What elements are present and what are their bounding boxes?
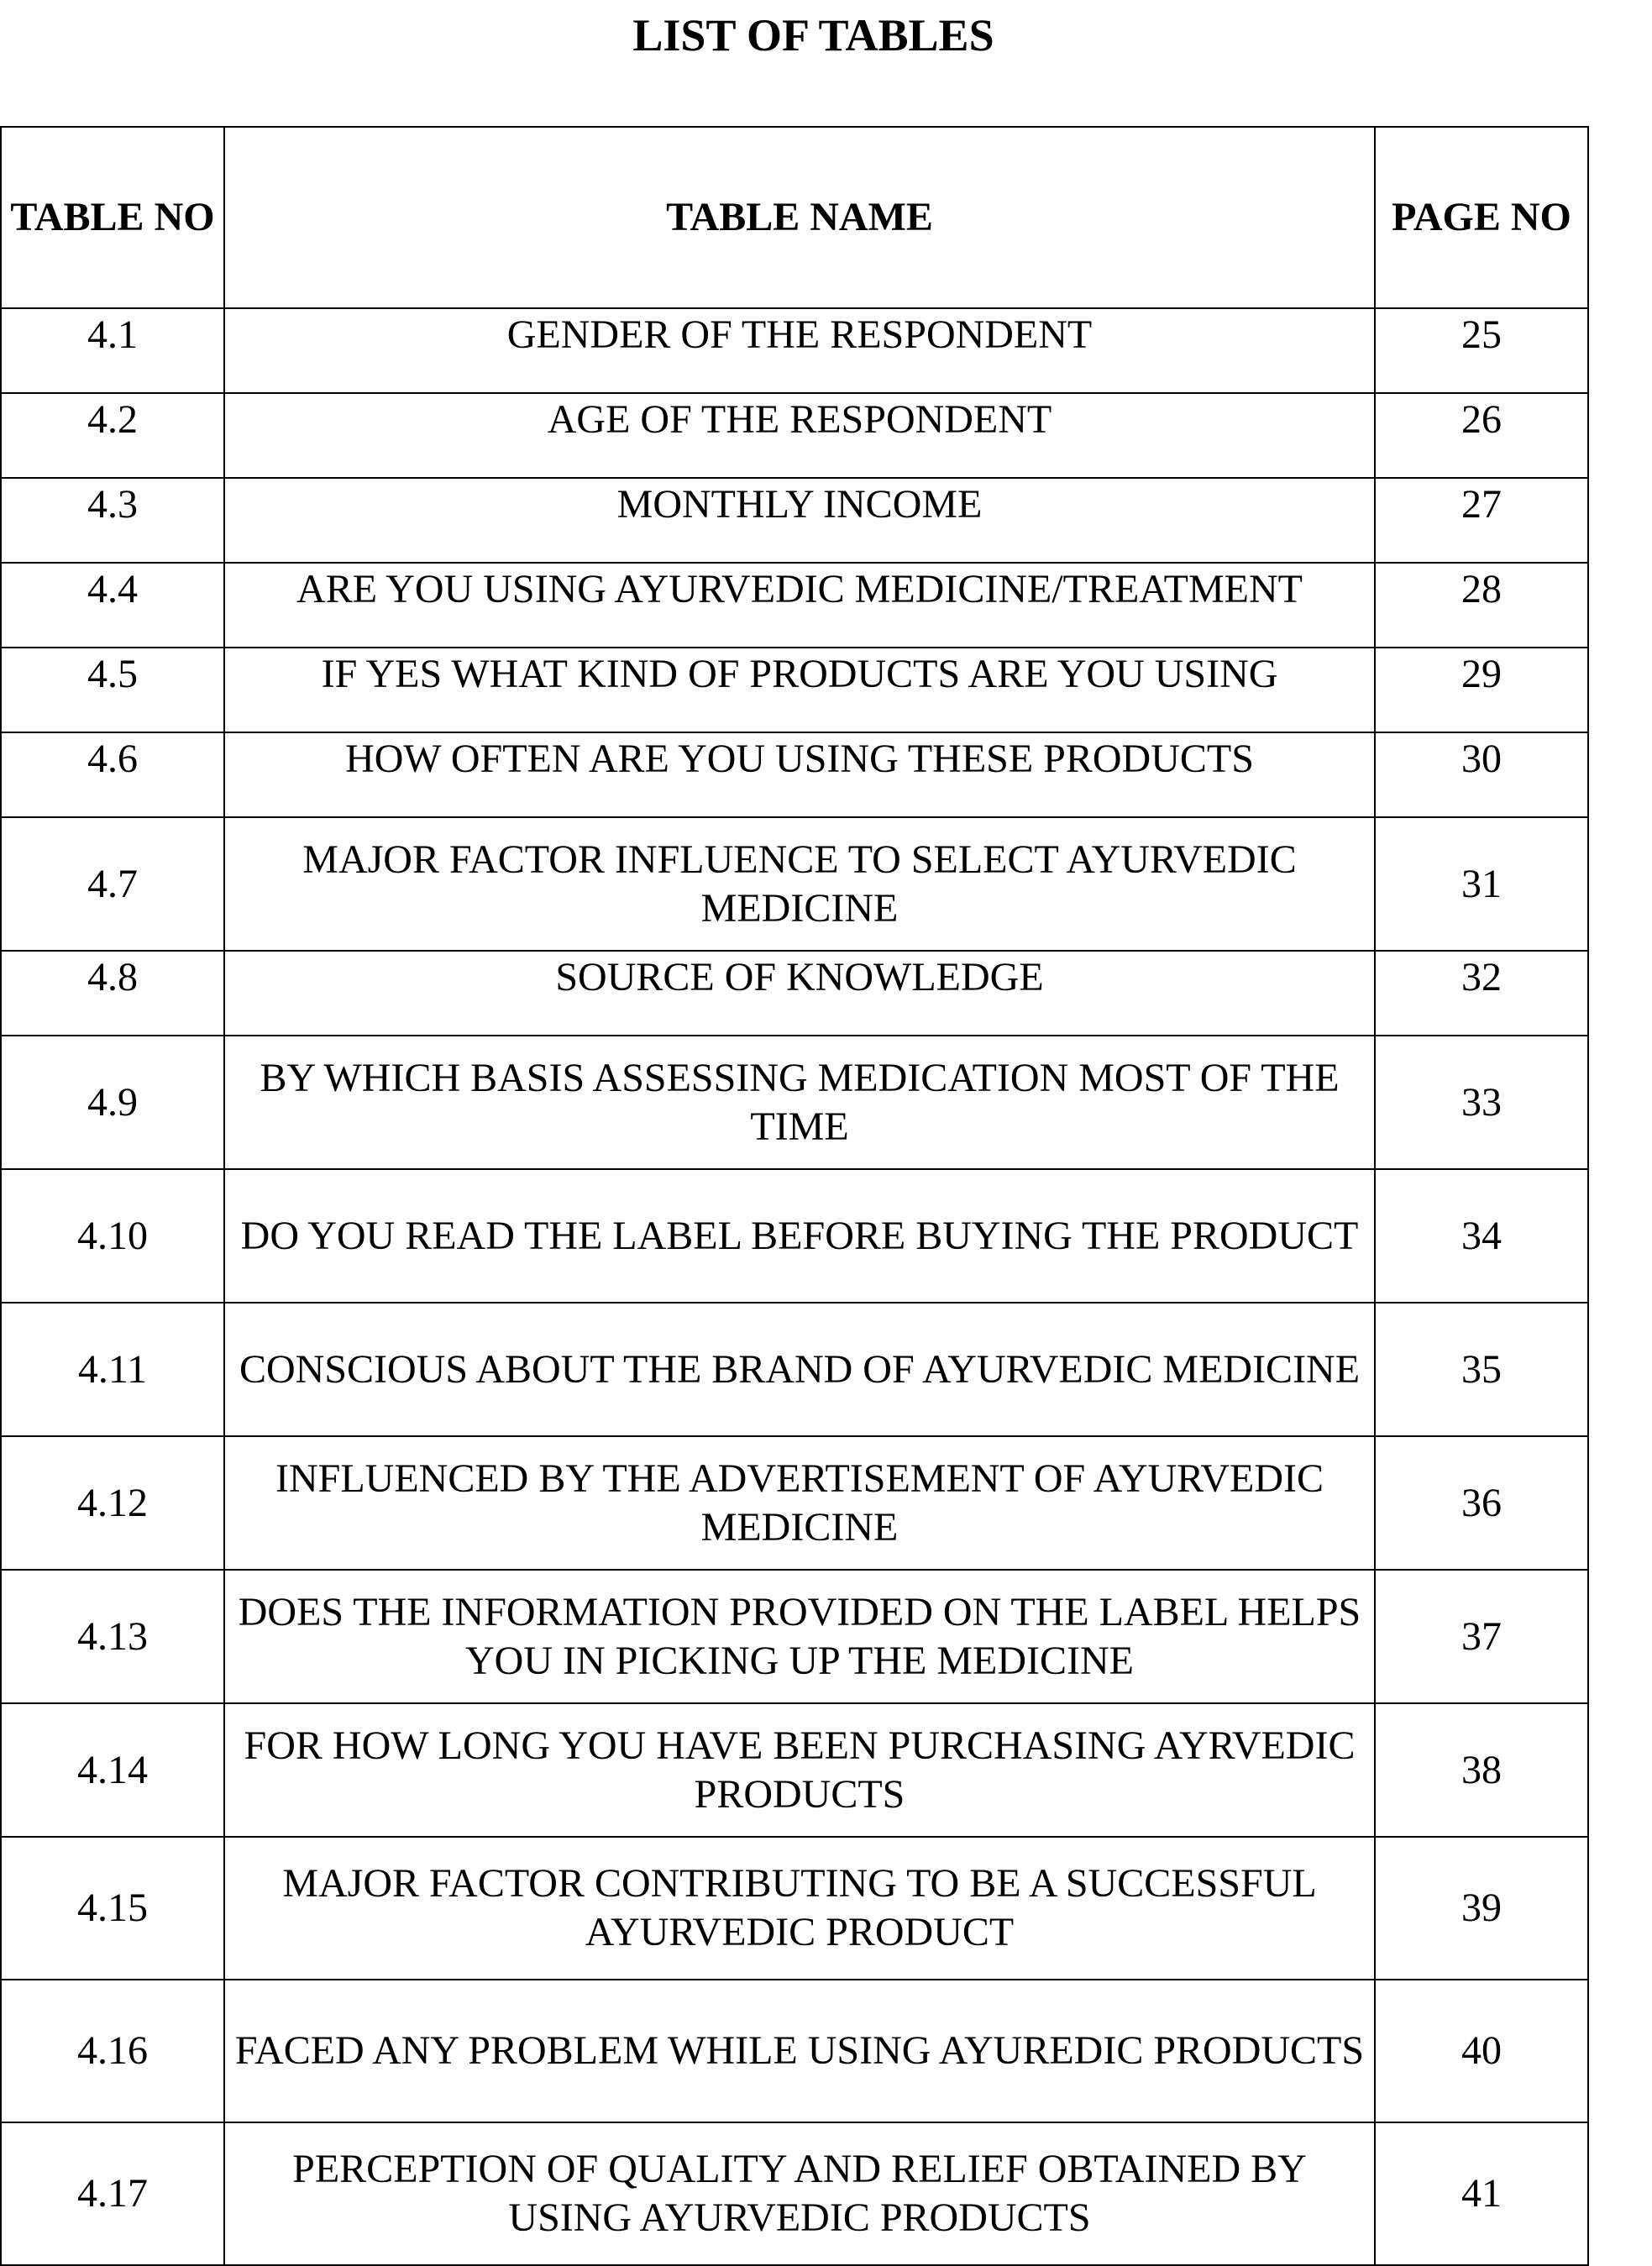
header-row [1,127,1588,308]
table-row [1,1036,1588,1169]
table-name-cell: INFLUENCED BY THE ADVERTISEMENT OF AYURVEDIC MEDICINE [224,1436,1375,1570]
table-row [1,393,1588,478]
table-row [1,732,1588,817]
table-no-cell: 4.10 [1,1169,224,1303]
table-name-cell: HOW OFTEN ARE YOU USING THESE PRODUCTS [224,732,1375,817]
table-name-cell: BY WHICH BASIS ASSESSING MEDICATION MOST OF THE TIME [224,1036,1375,1169]
table-row [1,1703,1588,1837]
table-name-cell: SOURCE OF KNOWLEDGE [224,951,1375,1036]
table-no-cell: 4.5 [1,648,224,732]
page-no-cell: 41 [1375,2122,1588,2265]
table-no-cell: 4.8 [1,951,224,1036]
table-no-cell: 4.17 [1,2122,224,2265]
table-row [1,951,1588,1036]
page-title: LIST OF TABLES [632,10,994,60]
page-no-cell: 27 [1375,478,1588,563]
page-no-cell: 35 [1375,1303,1588,1436]
page-no-cell: 29 [1375,648,1588,732]
table-no-cell: 4.3 [1,478,224,563]
table-name-cell: FOR HOW LONG YOU HAVE BEEN PURCHASING AYRVEDIC PRODUCTS [224,1703,1375,1837]
page-no-cell: 28 [1375,563,1588,648]
table-no-cell: 4.4 [1,563,224,648]
table-name-cell: ARE YOU USING AYURVEDIC MEDICINE/TREATMENT [224,563,1375,648]
header-table-name: TABLE NAME [224,127,1375,308]
table-name-cell: GENDER OF THE RESPONDENT [224,308,1375,393]
table-row [1,1436,1588,1570]
list-of-tables [0,126,1589,2266]
page-no-cell: 40 [1375,1980,1588,2122]
table-no-cell: 4.9 [1,1036,224,1169]
table-row [1,817,1588,951]
table-name-cell: DOES THE INFORMATION PROVIDED ON THE LABEL HELPS YOU IN PICKING UP THE MEDICINE [224,1570,1375,1703]
header-table-no: TABLE NO [1,127,224,308]
table-no-cell: 4.2 [1,393,224,478]
page-no-cell: 36 [1375,1436,1588,1570]
table-no-cell: 4.16 [1,1980,224,2122]
page-no-cell: 31 [1375,817,1588,951]
table-row [1,648,1588,732]
page-no-cell: 30 [1375,732,1588,817]
table-no-cell: 4.12 [1,1436,224,1570]
table-row [1,563,1588,648]
table-no-cell: 4.15 [1,1837,224,1980]
table-name-cell: IF YES WHAT KIND OF PRODUCTS ARE YOU USING [224,648,1375,732]
table-name-cell: MAJOR FACTOR INFLUENCE TO SELECT AYURVEDIC MEDICINE [224,817,1375,951]
table-no-cell: 4.1 [1,308,224,393]
page-no-cell: 39 [1375,1837,1588,1980]
page-no-cell: 37 [1375,1570,1588,1703]
table-name-cell: MONTHLY INCOME [224,478,1375,563]
table-row [1,478,1588,563]
page-no-cell: 34 [1375,1169,1588,1303]
table-name-cell: DO YOU READ THE LABEL BEFORE BUYING THE PRODUCT [224,1169,1375,1303]
table-row [1,1980,1588,2122]
table-name-cell: MAJOR FACTOR CONTRIBUTING TO BE A SUCCESSFUL AYURVEDIC PRODUCT [224,1837,1375,1980]
page-no-cell: 33 [1375,1036,1588,1169]
table-name-cell: CONSCIOUS ABOUT THE BRAND OF AYURVEDIC MEDICINE [224,1303,1375,1436]
table-name-cell: AGE OF THE RESPONDENT [224,393,1375,478]
page-no-cell: 25 [1375,308,1588,393]
table-row [1,1169,1588,1303]
table-row [1,308,1588,393]
table-no-cell: 4.13 [1,1570,224,1703]
table-no-cell: 4.11 [1,1303,224,1436]
table-row [1,2122,1588,2265]
table-row [1,1570,1588,1703]
page-no-cell: 32 [1375,951,1588,1036]
table-no-cell: 4.14 [1,1703,224,1837]
table-no-cell: 4.6 [1,732,224,817]
header-page-no: PAGE NO [1375,127,1588,308]
table-row [1,1837,1588,1980]
table-no-cell: 4.7 [1,817,224,951]
page-no-cell: 38 [1375,1703,1588,1837]
table-row [1,1303,1588,1436]
table-name-cell: PERCEPTION OF QUALITY AND RELIEF OBTAINED BY USING AYURVEDIC PRODUCTS [224,2122,1375,2265]
table-name-cell: FACED ANY PROBLEM WHILE USING AYUREDIC PRODUCTS [224,1980,1375,2122]
page-no-cell: 26 [1375,393,1588,478]
